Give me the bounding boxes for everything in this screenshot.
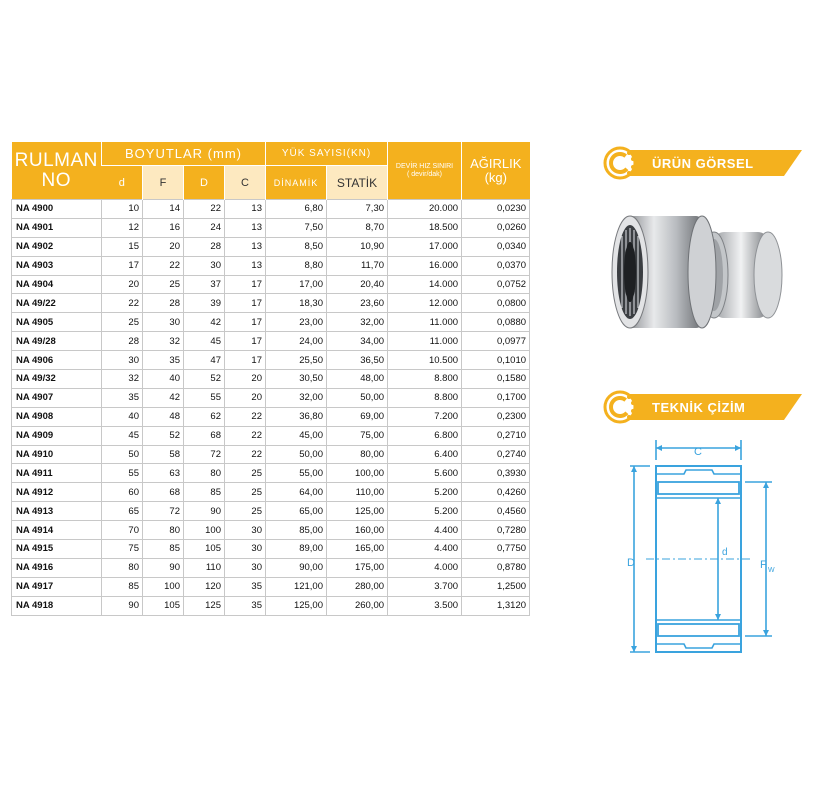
table-cell: 24 <box>184 218 225 237</box>
table-cell: 7,30 <box>327 200 388 219</box>
table-cell-model: NA 4902 <box>12 237 102 256</box>
header-F: F <box>143 166 184 200</box>
table-cell: 0,1700 <box>462 388 530 407</box>
table-cell: 105 <box>143 596 184 615</box>
product-bearing-image <box>608 208 788 336</box>
table-cell: 3.500 <box>388 596 462 615</box>
table-cell: 22 <box>225 445 266 464</box>
table-cell: 7.200 <box>388 407 462 426</box>
label-Fw-sub: W <box>768 567 775 574</box>
table-cell: 16.000 <box>388 256 462 275</box>
table-cell: 80 <box>102 558 143 577</box>
table-cell: 20,40 <box>327 275 388 294</box>
table-cell-model: NA 4917 <box>12 577 102 596</box>
table-cell: 50,00 <box>327 388 388 407</box>
table-cell: 165,00 <box>327 540 388 559</box>
table-cell: 22 <box>225 407 266 426</box>
table-cell: 45,00 <box>266 426 327 445</box>
table-cell: 80,00 <box>327 445 388 464</box>
table-cell: 13 <box>225 218 266 237</box>
label-D: D <box>627 557 635 569</box>
label-Fw: F <box>760 559 767 571</box>
table-cell: 125,00 <box>327 502 388 521</box>
table-cell: 34,00 <box>327 332 388 351</box>
table-row <box>12 445 530 464</box>
table-cell: 0,4260 <box>462 483 530 502</box>
table-cell: 52 <box>184 370 225 389</box>
table-cell-model: NA 4900 <box>12 200 102 219</box>
table-cell: 17 <box>102 256 143 275</box>
table-cell: 24,00 <box>266 332 327 351</box>
technical-drawing <box>624 438 784 664</box>
table-cell: 30 <box>225 521 266 540</box>
table-cell: 8,70 <box>327 218 388 237</box>
table-cell: 5.600 <box>388 464 462 483</box>
table-cell: 25,50 <box>266 351 327 370</box>
table-row <box>12 426 530 445</box>
table-cell: 100 <box>143 577 184 596</box>
table-cell-model: NA 4911 <box>12 464 102 483</box>
table-cell: 85 <box>184 483 225 502</box>
table-cell: 64,00 <box>266 483 327 502</box>
table-cell: 50,00 <box>266 445 327 464</box>
table-cell: 45 <box>102 426 143 445</box>
table-cell: 28 <box>143 294 184 313</box>
table-cell: 52 <box>143 426 184 445</box>
header-rulman-text: RULMAN NO <box>14 149 98 191</box>
bearing-logo-icon <box>602 390 642 424</box>
table-row <box>12 200 530 219</box>
table-cell: 90,00 <box>266 558 327 577</box>
table-row <box>12 577 530 596</box>
table-cell: 17 <box>225 275 266 294</box>
table-cell: 11.000 <box>388 332 462 351</box>
header-d: d <box>102 166 143 200</box>
table-cell: 85 <box>143 540 184 559</box>
table-cell: 160,00 <box>327 521 388 540</box>
table-cell: 48,00 <box>327 370 388 389</box>
table-cell: 5.200 <box>388 483 462 502</box>
table-cell: 0,1580 <box>462 370 530 389</box>
table-cell: 6,80 <box>266 200 327 219</box>
header-dinamik: DİNAMİK <box>266 166 327 200</box>
table-cell: 11.000 <box>388 313 462 332</box>
header-boyutlar: BOYUTLAR (mm) <box>102 142 266 166</box>
table-cell-model: NA 4909 <box>12 426 102 445</box>
table-cell: 40 <box>143 370 184 389</box>
table-cell: 36,80 <box>266 407 327 426</box>
table-row <box>12 558 530 577</box>
table-cell: 105 <box>184 540 225 559</box>
table-cell: 37 <box>184 275 225 294</box>
table-cell: 175,00 <box>327 558 388 577</box>
table-cell-model: NA 4906 <box>12 351 102 370</box>
table-cell: 17 <box>225 313 266 332</box>
table-cell-model: NA 4907 <box>12 388 102 407</box>
table-cell: 80 <box>184 464 225 483</box>
table-cell: 0,8780 <box>462 558 530 577</box>
table-row <box>12 596 530 615</box>
table-cell: 25 <box>102 313 143 332</box>
table-cell: 30 <box>184 256 225 275</box>
table-cell-model: NA 4903 <box>12 256 102 275</box>
table-cell: 32,00 <box>327 313 388 332</box>
table-cell: 13 <box>225 237 266 256</box>
table-cell: 35 <box>143 351 184 370</box>
table-cell: 30 <box>102 351 143 370</box>
table-cell: 25 <box>225 464 266 483</box>
table-cell: 13 <box>225 200 266 219</box>
table-cell: 45 <box>184 332 225 351</box>
table-row <box>12 332 530 351</box>
table-cell: 39 <box>184 294 225 313</box>
table-cell-model: NA 4913 <box>12 502 102 521</box>
table-row <box>12 218 530 237</box>
table-cell: 20 <box>102 275 143 294</box>
table-cell: 125 <box>184 596 225 615</box>
table-cell: 20 <box>225 370 266 389</box>
table-cell-model: NA 4914 <box>12 521 102 540</box>
table-cell: 0,0340 <box>462 237 530 256</box>
teknik-cizim-title: TEKNİK ÇİZİM <box>652 400 746 415</box>
table-cell: 58 <box>143 445 184 464</box>
table-row <box>12 256 530 275</box>
table-row <box>12 275 530 294</box>
table-cell: 121,00 <box>266 577 327 596</box>
table-cell: 1,2500 <box>462 577 530 596</box>
table-cell-model: NA 4904 <box>12 275 102 294</box>
table-cell: 110,00 <box>327 483 388 502</box>
table-cell: 50 <box>102 445 143 464</box>
table-cell: 100,00 <box>327 464 388 483</box>
table-cell: 23,60 <box>327 294 388 313</box>
table-cell: 0,2300 <box>462 407 530 426</box>
table-cell: 6.800 <box>388 426 462 445</box>
table-cell: 0,0977 <box>462 332 530 351</box>
header-devir-line2: ( devir/dak) <box>407 170 443 178</box>
table-cell: 14 <box>143 200 184 219</box>
table-cell: 110 <box>184 558 225 577</box>
table-cell: 22 <box>184 200 225 219</box>
table-cell: 12 <box>102 218 143 237</box>
table-row <box>12 521 530 540</box>
table-cell: 69,00 <box>327 407 388 426</box>
table-cell: 48 <box>143 407 184 426</box>
specification-table <box>11 142 530 616</box>
table-cell: 42 <box>143 388 184 407</box>
table-cell: 6.400 <box>388 445 462 464</box>
table-cell: 25 <box>225 502 266 521</box>
table-cell-model: NA 4915 <box>12 540 102 559</box>
table-cell: 28 <box>184 237 225 256</box>
table-cell: 16 <box>143 218 184 237</box>
table-row <box>12 294 530 313</box>
table-cell: 85,00 <box>266 521 327 540</box>
table-cell: 60 <box>102 483 143 502</box>
table-cell: 0,0752 <box>462 275 530 294</box>
table-cell: 90 <box>143 558 184 577</box>
table-cell: 8.800 <box>388 388 462 407</box>
table-cell: 42 <box>184 313 225 332</box>
table-cell: 35 <box>225 596 266 615</box>
table-cell: 89,00 <box>266 540 327 559</box>
table-row <box>12 237 530 256</box>
table-cell: 125,00 <box>266 596 327 615</box>
table-cell: 0,7750 <box>462 540 530 559</box>
table-cell: 120 <box>184 577 225 596</box>
table-cell: 32 <box>143 332 184 351</box>
table-cell: 8,80 <box>266 256 327 275</box>
table-cell: 65 <box>102 502 143 521</box>
table-row <box>12 464 530 483</box>
table-cell: 17 <box>225 294 266 313</box>
table-cell: 22 <box>143 256 184 275</box>
table-cell: 68 <box>143 483 184 502</box>
table-cell: 10,90 <box>327 237 388 256</box>
table-cell: 17,00 <box>266 275 327 294</box>
table-cell: 12.000 <box>388 294 462 313</box>
table-cell: 0,2710 <box>462 426 530 445</box>
table-cell: 32,00 <box>266 388 327 407</box>
table-cell: 1,3120 <box>462 596 530 615</box>
table-cell: 30 <box>225 558 266 577</box>
table-cell: 10 <box>102 200 143 219</box>
table-cell: 90 <box>102 596 143 615</box>
urun-gorsel-title: ÜRÜN GÖRSEL <box>652 156 754 171</box>
table-body <box>12 200 530 616</box>
table-cell: 55 <box>184 388 225 407</box>
header-statik: STATİK <box>327 166 388 200</box>
table-cell: 17.000 <box>388 237 462 256</box>
bearing-logo-icon <box>602 146 642 180</box>
table-cell-model: NA 4910 <box>12 445 102 464</box>
table-cell: 0,0880 <box>462 313 530 332</box>
table-cell: 80 <box>143 521 184 540</box>
header-agirlik: AĞIRLIK (kg) <box>462 142 530 200</box>
table-cell-model: NA 4901 <box>12 218 102 237</box>
table-cell: 68 <box>184 426 225 445</box>
table-cell: 30 <box>225 540 266 559</box>
label-C: C <box>694 446 702 458</box>
table-cell: 35 <box>102 388 143 407</box>
header-yuk-sayisi: YÜK SAYISI(KN) <box>266 142 388 166</box>
table-cell-model: NA 4918 <box>12 596 102 615</box>
table-row <box>12 407 530 426</box>
table-cell: 32 <box>102 370 143 389</box>
table-cell: 18,30 <box>266 294 327 313</box>
table-cell: 0,2740 <box>462 445 530 464</box>
table-cell: 17 <box>225 332 266 351</box>
table-cell: 8,50 <box>266 237 327 256</box>
table-cell: 0,0800 <box>462 294 530 313</box>
table-cell: 18.500 <box>388 218 462 237</box>
teknik-cizim-banner <box>602 390 802 422</box>
table-cell: 22 <box>225 426 266 445</box>
table-cell: 4.400 <box>388 540 462 559</box>
table-cell: 65,00 <box>266 502 327 521</box>
table-cell: 36,50 <box>327 351 388 370</box>
header-D: D <box>184 166 225 200</box>
table-cell: 4.000 <box>388 558 462 577</box>
table-cell: 0,1010 <box>462 351 530 370</box>
table-cell: 0,4560 <box>462 502 530 521</box>
header-C: C <box>225 166 266 200</box>
table-cell: 62 <box>184 407 225 426</box>
table-cell: 14.000 <box>388 275 462 294</box>
table-cell: 55 <box>102 464 143 483</box>
table-cell: 0,7280 <box>462 521 530 540</box>
header-devir-hiz <box>388 142 462 200</box>
table-cell-model: NA 49/32 <box>12 370 102 389</box>
table-cell: 10.500 <box>388 351 462 370</box>
table-cell: 0,3930 <box>462 464 530 483</box>
table-row <box>12 351 530 370</box>
table-row <box>12 370 530 389</box>
table-cell: 30,50 <box>266 370 327 389</box>
label-d: d <box>722 547 728 558</box>
table-cell: 280,00 <box>327 577 388 596</box>
table-cell: 20 <box>225 388 266 407</box>
table-cell: 23,00 <box>266 313 327 332</box>
table-cell: 63 <box>143 464 184 483</box>
table-cell-model: NA 4908 <box>12 407 102 426</box>
urun-gorsel-banner <box>602 146 802 178</box>
table-cell: 260,00 <box>327 596 388 615</box>
table-cell-model: NA 49/22 <box>12 294 102 313</box>
table-cell: 30 <box>143 313 184 332</box>
table-cell: 28 <box>102 332 143 351</box>
table-cell: 100 <box>184 521 225 540</box>
table-row <box>12 502 530 521</box>
table-cell: 20.000 <box>388 200 462 219</box>
table-row <box>12 483 530 502</box>
table-cell: 70 <box>102 521 143 540</box>
header-rulman-no <box>12 142 102 200</box>
table-cell-model: NA 4905 <box>12 313 102 332</box>
table-cell: 72 <box>143 502 184 521</box>
table-cell-model: NA 4916 <box>12 558 102 577</box>
header-devir-line1: DEVİR HIZ SINIRI <box>395 162 454 170</box>
table-cell-model: NA 4912 <box>12 483 102 502</box>
specification-table-container <box>11 142 529 616</box>
table-cell: 35 <box>225 577 266 596</box>
table-cell: 20 <box>143 237 184 256</box>
table-cell: 7,50 <box>266 218 327 237</box>
table-cell: 15 <box>102 237 143 256</box>
table-cell: 4.400 <box>388 521 462 540</box>
table-cell: 25 <box>225 483 266 502</box>
table-cell: 75,00 <box>327 426 388 445</box>
table-cell: 0,0230 <box>462 200 530 219</box>
table-row <box>12 313 530 332</box>
table-cell: 55,00 <box>266 464 327 483</box>
table-row <box>12 540 530 559</box>
table-cell: 72 <box>184 445 225 464</box>
table-cell: 11,70 <box>327 256 388 275</box>
table-cell: 0,0260 <box>462 218 530 237</box>
table-cell: 85 <box>102 577 143 596</box>
table-cell: 3.700 <box>388 577 462 596</box>
table-row <box>12 388 530 407</box>
table-cell: 47 <box>184 351 225 370</box>
table-cell: 17 <box>225 351 266 370</box>
table-cell: 40 <box>102 407 143 426</box>
table-cell: 90 <box>184 502 225 521</box>
table-cell-model: NA 49/28 <box>12 332 102 351</box>
table-cell: 13 <box>225 256 266 275</box>
table-cell: 0,0370 <box>462 256 530 275</box>
table-cell: 8.800 <box>388 370 462 389</box>
table-cell: 5.200 <box>388 502 462 521</box>
table-cell: 25 <box>143 275 184 294</box>
table-cell: 75 <box>102 540 143 559</box>
table-cell: 22 <box>102 294 143 313</box>
